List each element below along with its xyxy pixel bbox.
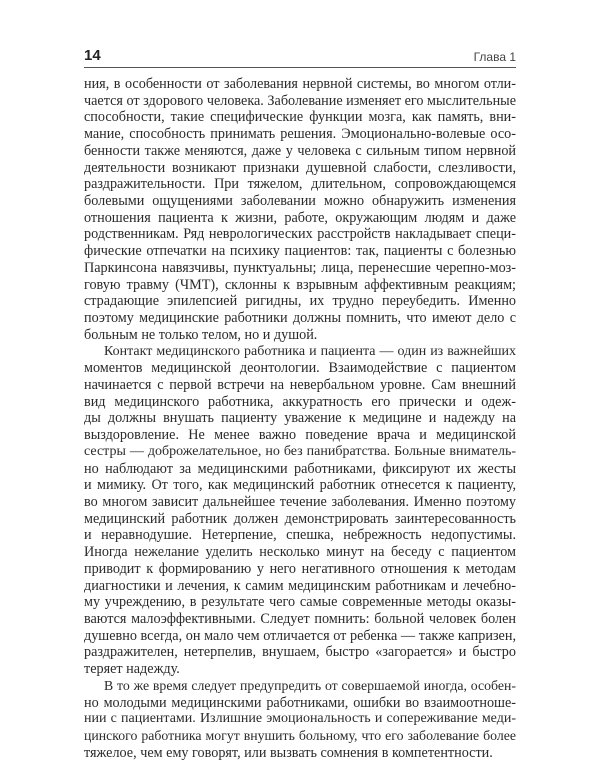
header-rule: [84, 67, 516, 68]
text-line: начинается с первой встречи на невербальном уровне. Сам внешний: [84, 376, 516, 393]
text-line: но наблюдают за медицинскими работниками, фиксируют их жесты: [84, 460, 516, 477]
chapter-label: Глава 1: [473, 50, 516, 64]
page-header: [84, 47, 516, 69]
text-line: душевно всегда, он мало чем отличается от ребенка — также капризен,: [84, 627, 516, 644]
text-line: ды должны внушать пациенту уважение к медицине и надежду на: [84, 410, 516, 427]
paragraph: [84, 678, 516, 761]
text-line: фические отпечатки на психику пациентов: так, пациенты с болезнью: [84, 243, 516, 260]
text-line: деятельности возникают признаки душевной слабости, слезливости,: [84, 159, 516, 176]
text-line: медицинский работник должен демонстрировать заинтересованность: [84, 510, 516, 527]
text-line: В то же время следует предупредить от совершаемой иногда, особен-: [104, 677, 516, 693]
text-line: говую травму (ЧМТ), склонны к взрывным аффективным реакциям;: [84, 276, 516, 293]
text-line: приводит к формированию у него негативного отношения к методам: [84, 560, 516, 577]
text-line: моментов медицинской деонтологии. Взаимодействие с пациентом: [84, 360, 516, 377]
text-line: бенности также меняются, даже у человека с сильным типом нервной: [84, 142, 516, 159]
text-line: но молодыми медицинскими работниками, ошибки во взаимоотноше-: [84, 694, 516, 711]
text-line: болевыми ощущениями заболевании можно обнаружить изменения: [84, 193, 516, 210]
text-line: Паркинсона навязчивы, пунктуальны; лица, перенесшие черепно-моз-: [84, 259, 516, 276]
text-line: вид медицинского работника, аккуратность его прически и одеж-: [84, 393, 516, 410]
text-line: нии с пациентами. Излишние эмоциональность и сопереживание меди-: [84, 711, 516, 727]
text-line: чается от здорового человека. Заболевание изменяет его мыслительные: [84, 92, 516, 109]
text-line: ваются малоэффективными. Следует помнить: больной человек болен: [84, 611, 516, 627]
text-line: во многом зависит дальнейшее течение заболевания. Именно поэтому: [84, 493, 516, 510]
text-line: теряет надежду.: [84, 661, 180, 678]
text-line: диагностики и лечения, к самим медицинским работникам и лечебно-: [84, 577, 516, 594]
text-line: поэтому медицинские работники должны помнить, что имеют дело с: [84, 310, 516, 327]
text-line: способности, такие специфические функции мозга, как память, вни-: [84, 109, 516, 126]
text-line: раздражительности. При тяжелом, длительном, сопровождающемся: [84, 176, 516, 193]
text-line: му учреждению, в результате чего самые современные методы оказы-: [84, 594, 516, 611]
text-line: больным не только телом, но и душой.: [84, 326, 318, 343]
text-line: раздражителен, нетерпелив, внушаем, быстро «загорается» и быстро: [84, 644, 516, 661]
text-line: тяжелое, чем ему говорят, или вызвать сомнения в компетентности.: [84, 744, 493, 761]
text-line: мание, способность принимать решения. Эмоционально-волевые осо-: [84, 126, 516, 143]
text-line: выздоровление. Не менее важно поведение врача и медицинской: [84, 427, 516, 444]
text-line: Контакт медицинского работника и пациента — один из важнейших: [104, 343, 516, 359]
text-line: родственникам. Ряд неврологических расстройств накладывает специ-: [84, 226, 516, 243]
paragraph: [84, 344, 516, 678]
text-line: страдающие эпилепсией ригидны, их трудно переубедить. Именно: [84, 293, 516, 310]
text-line: Иногда нежелание уделить несколько минут на беседу с пациентом: [84, 544, 516, 561]
text-line: отношения пациента к жизни, работе, окружающим людям и даже: [84, 209, 516, 226]
text-line: цинского работника могут внушить больному, что его заболевание более: [84, 728, 516, 744]
text-line: сестры — доброжелательное, но без панибратства. Больные вниматель-: [84, 443, 516, 459]
text-line: ния, в особенности от заболевания нервной системы, во многом отли-: [84, 76, 516, 92]
text-line: и мимику. От того, как медицинский работник отнесется к пациенту,: [84, 477, 516, 494]
page-number: 14: [84, 47, 101, 64]
paragraph: [84, 76, 516, 344]
text-body: [84, 76, 516, 761]
text-line: и неравнодушие. Нетерпение, спешка, небрежность недопустимы.: [84, 527, 516, 544]
